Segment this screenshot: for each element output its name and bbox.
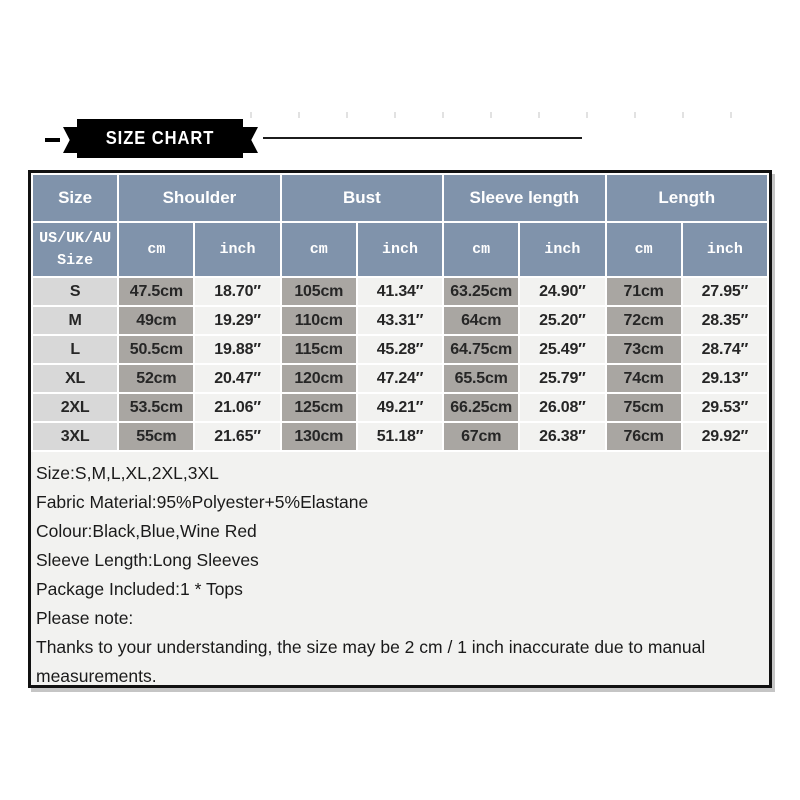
ribbon-right-end (243, 127, 258, 153)
note-please-note: Please note: (36, 608, 134, 628)
col-header-size: Size (33, 175, 117, 221)
col-header-us-uk-au-size (33, 223, 117, 276)
unit-header-cm: cm (119, 223, 193, 276)
cell-sleeve-inch: 25.20″ (520, 307, 604, 334)
cell-sleeve-inch: 25.49″ (520, 336, 604, 363)
cell-sleeve-cm: 66.25cm (444, 394, 518, 421)
cell-bust-cm: 120cm (282, 365, 356, 392)
cell-sleeve-inch: 26.08″ (520, 394, 604, 421)
unit-header-inch: inch (683, 223, 767, 276)
cell-shoulder-inch: 21.06″ (195, 394, 279, 421)
table-row-m (33, 307, 767, 334)
unit-header-cm: cm (444, 223, 518, 276)
note-sleeve-length: Sleeve Length:Long Sleeves (36, 550, 259, 570)
cell-length-inch: 28.74″ (683, 336, 767, 363)
unit-header-cm: cm (607, 223, 681, 276)
cell-shoulder-cm: 49cm (119, 307, 193, 334)
cell-size: M (33, 307, 117, 334)
size-chart-banner (0, 0, 800, 170)
cell-sleeve-cm: 64cm (444, 307, 518, 334)
banner-rule-line (263, 137, 582, 139)
ribbon-left-end (63, 127, 78, 153)
cell-size: L (33, 336, 117, 363)
cell-shoulder-inch: 21.65″ (195, 423, 279, 450)
note-size: Size:S,M,L,XL,2XL,3XL (36, 463, 219, 483)
unit-header-cm: cm (282, 223, 356, 276)
cell-bust-inch: 47.24″ (358, 365, 442, 392)
cell-length-inch: 29.92″ (683, 423, 767, 450)
cell-length-inch: 29.53″ (683, 394, 767, 421)
size-chart-table (31, 173, 769, 452)
note-fabric: Fabric Material:95%Polyester+5%Elastane (36, 492, 369, 512)
cell-bust-cm: 110cm (282, 307, 356, 334)
cell-size: 3XL (33, 423, 117, 450)
cell-size: 2XL (33, 394, 117, 421)
cell-length-cm: 76cm (607, 423, 681, 450)
col-header-shoulder: Shoulder (119, 175, 279, 221)
cell-size: S (33, 278, 117, 305)
cell-bust-inch: 45.28″ (358, 336, 442, 363)
note-package: Package Included:1 * Tops (36, 579, 243, 599)
table-group-header-row (33, 175, 767, 221)
cell-sleeve-cm: 67cm (444, 423, 518, 450)
note-disclaimer: Thanks to your understanding, the size may be 2 cm / 1 inch inaccurate due to manual measurements. (36, 637, 706, 686)
cell-bust-cm: 115cm (282, 336, 356, 363)
cell-sleeve-inch: 26.38″ (520, 423, 604, 450)
banner-left-dash (45, 138, 60, 142)
cell-sleeve-inch: 24.90″ (520, 278, 604, 305)
table-row-3xl (33, 423, 767, 450)
cell-sleeve-cm: 65.5cm (444, 365, 518, 392)
cell-length-cm: 75cm (607, 394, 681, 421)
cell-length-cm: 73cm (607, 336, 681, 363)
cell-shoulder-inch: 20.47″ (195, 365, 279, 392)
cell-length-inch: 27.95″ (683, 278, 767, 305)
cell-bust-inch: 49.21″ (358, 394, 442, 421)
cell-size: XL (33, 365, 117, 392)
cell-shoulder-cm: 53.5cm (119, 394, 193, 421)
cell-bust-inch: 43.31″ (358, 307, 442, 334)
cell-shoulder-cm: 52cm (119, 365, 193, 392)
table-row-l (33, 336, 767, 363)
cell-sleeve-inch: 25.79″ (520, 365, 604, 392)
cell-shoulder-cm: 47.5cm (119, 278, 193, 305)
cell-shoulder-inch: 19.29″ (195, 307, 279, 334)
cell-bust-cm: 130cm (282, 423, 356, 450)
product-notes (31, 452, 769, 691)
col-header-sleeve-length: Sleeve length (444, 175, 604, 221)
unit-header-inch: inch (520, 223, 604, 276)
ribbon (77, 119, 243, 158)
banner-title: SIZE CHART (105, 128, 215, 148)
size-chart-panel (28, 170, 772, 688)
cell-length-inch: 28.35″ (683, 307, 767, 334)
table-row-xl (33, 365, 767, 392)
table-unit-header-row (33, 223, 767, 276)
table-row-s (33, 278, 767, 305)
dotted-guide-ticks (250, 112, 740, 118)
cell-shoulder-inch: 19.88″ (195, 336, 279, 363)
cell-shoulder-cm: 55cm (119, 423, 193, 450)
col-header-bust: Bust (282, 175, 442, 221)
unit-header-inch: inch (195, 223, 279, 276)
size-label-line1: US/UK/AU (39, 229, 112, 247)
cell-length-inch: 29.13″ (683, 365, 767, 392)
cell-bust-cm: 125cm (282, 394, 356, 421)
cell-bust-inch: 51.18″ (358, 423, 442, 450)
unit-header-inch: inch (358, 223, 442, 276)
table-row-2xl (33, 394, 767, 421)
cell-length-cm: 74cm (607, 365, 681, 392)
cell-sleeve-cm: 64.75cm (444, 336, 518, 363)
cell-shoulder-inch: 18.70″ (195, 278, 279, 305)
cell-shoulder-cm: 50.5cm (119, 336, 193, 363)
cell-bust-inch: 41.34″ (358, 278, 442, 305)
cell-length-cm: 71cm (607, 278, 681, 305)
col-header-length: Length (607, 175, 767, 221)
cell-bust-cm: 105cm (282, 278, 356, 305)
cell-sleeve-cm: 63.25cm (444, 278, 518, 305)
cell-length-cm: 72cm (607, 307, 681, 334)
size-label-line2: Size (57, 251, 94, 269)
note-colour: Colour:Black,Blue,Wine Red (36, 521, 257, 541)
